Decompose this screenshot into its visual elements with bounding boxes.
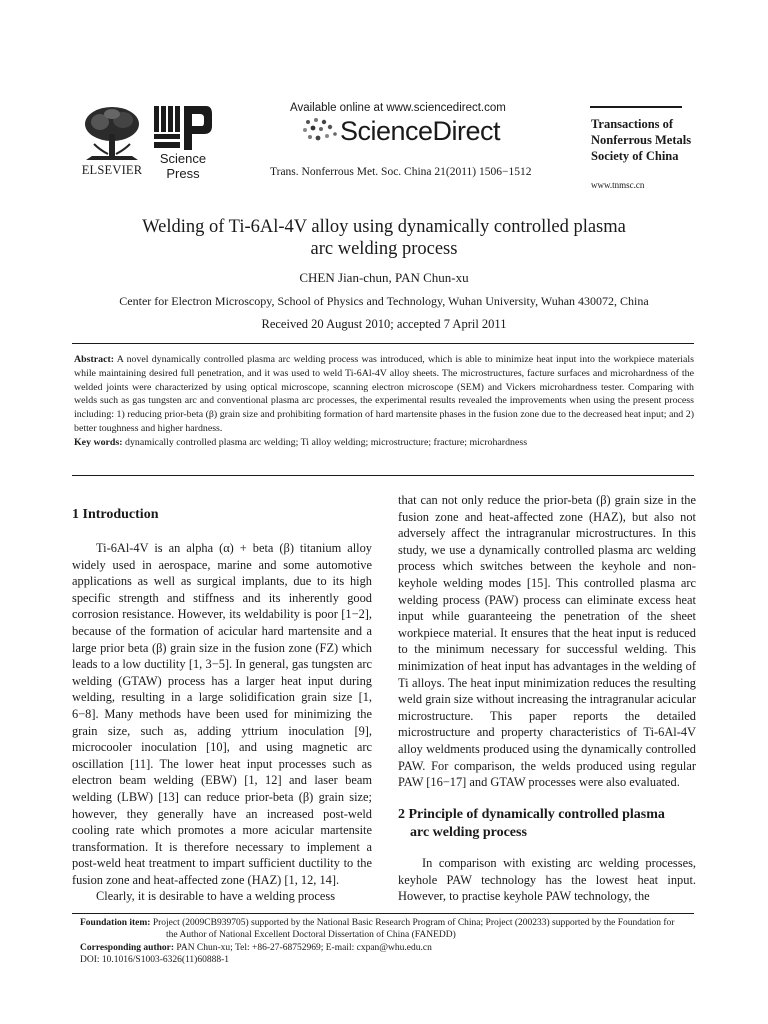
abstract-text: A novel dynamically controlled plasma arc welding process was introduced, which is able to minimize heat input into the workpiece materials while maintaining desired full penetration, and it was used to weld Ti-6Al-4V alloy sheets. The microstructures, facture surfaces and microhardness of the welded joints were characterized by using optical microscope, scanning electron microscope (SEM) and Vickers microhardness tester. Comparing with welds such as gas tungsten arc and conventional plasma arc processes, the experimental results revealed the improvements when using the present process including: 1) reducing prior-beta (β) grain size and prohibiting formation of hard martensite phases in the fusion zone due to the decreased heat input; and 2) better toughness and higher hardness. — [74, 354, 694, 434]
foundation-footnote-cont: the Author of National Excellent Doctoral Dissertation of China (FANEDD) — [166, 930, 456, 941]
intro-paragraph-2-continued: that can not only reduce the prior-beta (β) grain size in the fusion zone and heat-affected zone (HAZ), but also not adversely affect the intragranular microstructures. In this study, we use a dynamically controlled plasma arc welding process which switches between the keyhole and non-keyhole welding modes [15]. This controlled plasma arc welding process (PAW) process can eliminate excess heat input while guaranteeing the penetration of the sheet workpiece material. It ensures that the heat input is reduced to the minimum necessary for successful welding. This minimization of heat input has advantages in the welding of Ti alloys. The heat input minimization reduces the resulting weld grain size without increasing the intragranular acicular microstructure. This paper reports the detailed microstructure and property characteristics of Ti-6Al-4V alloy weldments produced using the dynamically controlled PAW. For comparison, the welds produced using regular PAW [16−17] and GTAW processes were also evaluated. — [398, 493, 696, 790]
footnote-rule — [72, 913, 694, 914]
journal-citation: Trans. Nonferrous Met. Soc. China 21(2011) 1506−1512 — [270, 166, 532, 178]
principle-body — [398, 855, 696, 905]
article-authors: CHEN Jian-chun, PAN Chun-xu — [299, 270, 469, 285]
journal-header-rule — [590, 106, 682, 108]
article-title — [60, 216, 708, 260]
section-heading-principle-line2: arc welding process — [410, 825, 527, 840]
doi-footnote: DOI: 10.1016/S1003-6326(11)60888-1 — [80, 954, 229, 965]
sciencedirect-dots-icon — [300, 116, 340, 144]
foundation-text: Project (2009CB939705) supported by the National Basic Research Program of China; Project (200233) supported by the Foundation for — [152, 918, 675, 928]
intro-paragraph-1: Ti-6Al-4V is an alpha (α) + beta (β) titanium alloy widely used in aerospace, marine and some automotive applications as well as surgical implants, due to its high specific strength and stiffness and its inherently good corrosion resistance. However, its weldability is poor [1−2], because of the formation of acicular hard martensite and a large prior beta (β) grain size in the fusion zone (FZ) which leads to a low ductility [1, 3−5]. In general, gas tungsten arc welding (GTAW) process has a larger heat input during welding, resulting in a large solidification grain size [1, 6−8]. Many methods have been used for minimizing the grain size, such as, adding yttrium inoculation [9], microcooler inoculation [10], and using magnetic arc oscillation [11]. The lower heat input processes such as electron beam welding (EBW) [1, 12] and laser beam welding (LBW) [13] can reduce prior-beta (β) grain size; however, they generally have an increased post-weld cooling rate which promotes a more acicular martensite transformation. It is therefore necessary to implement a post-weld heat treatment to impart sufficient ductility to the fusion zone and heat-affected zone (HAZ) [1, 12, 14]. — [72, 541, 372, 887]
section-heading-principle — [398, 806, 698, 842]
journal-name-line1: Transactions of — [591, 117, 674, 131]
elsevier-logo — [76, 104, 148, 178]
foundation-label: Foundation item: — [80, 918, 151, 928]
journal-name — [591, 116, 711, 164]
article-received-dates: Received 20 August 2010; accepted 7 April 2011 — [261, 317, 507, 331]
corresponding-label: Corresponding author: — [80, 942, 175, 953]
keywords-line — [74, 436, 694, 450]
principle-paragraph-1: In comparison with existing arc welding processes, keyhole PAW technology has the lowest heat input. However, to practise keyhole PAW technology, the — [398, 856, 696, 904]
section-heading-introduction: 1 Introduction — [72, 507, 159, 522]
keywords-label: Key words: — [74, 436, 123, 448]
footnotes-block — [80, 917, 700, 966]
journal-url[interactable]: www.tnmsc.cn — [591, 180, 645, 190]
keywords-text: dynamically controlled plasma arc welding; Ti alloy welding; microstructure; fracture; microhardness — [125, 436, 528, 448]
sciencedirect-logo-text: ScienceDirect — [340, 116, 501, 146]
abstract-paragraph — [74, 353, 694, 436]
abstract-bottom-rule — [72, 475, 694, 476]
abstract-block — [74, 353, 694, 450]
left-column-body — [72, 540, 372, 905]
science-press-logo — [150, 104, 216, 181]
corresponding-footnote — [80, 942, 700, 954]
abstract-top-rule — [72, 343, 694, 344]
elsevier-label: ELSEVIER — [81, 163, 143, 177]
journal-name-line2: Nonferrous Metals — [591, 133, 692, 147]
available-online-text: Available online at www.sciencedirect.com — [290, 102, 506, 114]
article-title-line2: arc welding process — [310, 239, 458, 259]
elsevier-tree-icon — [80, 104, 144, 162]
article-affiliation: Center for Electron Microscopy, School of Physics and Technology, Wuhan University, Wuhan 430072, China — [119, 294, 649, 308]
corresponding-text: PAN Chun-xu; Tel: +86-27-68752969; E-mail: cxpan@whu.edu.cn — [176, 942, 432, 953]
journal-name-line3: Society of China — [591, 149, 679, 163]
abstract-label: Abstract: — [74, 354, 115, 365]
science-press-emblem-icon — [152, 104, 212, 152]
foundation-footnote — [80, 917, 700, 929]
intro-paragraph-2-start: Clearly, it is desirable to have a welding process — [96, 889, 336, 904]
right-column-body — [398, 492, 696, 791]
science-press-label-line2: Press — [166, 166, 200, 181]
science-press-label-line1: Science — [159, 151, 207, 166]
section-heading-principle-line1: 2 Principle of dynamically controlled plasma — [398, 807, 665, 822]
article-title-line1: Welding of Ti-6Al-4V alloy using dynamically controlled plasma — [142, 217, 626, 237]
